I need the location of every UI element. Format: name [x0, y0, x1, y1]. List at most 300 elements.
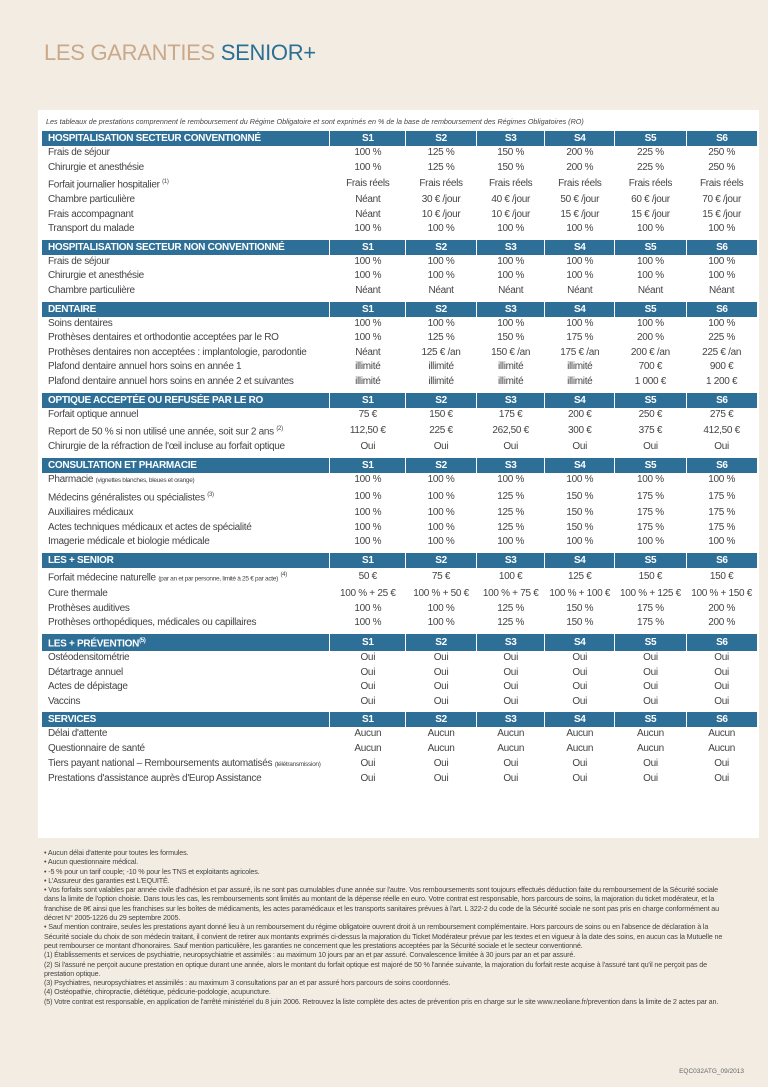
- row-label-text: Plafond dentaire annuel hors soins en année 1: [48, 361, 242, 373]
- column-header-s3: S3: [476, 634, 545, 651]
- column-header-s2: S2: [406, 458, 477, 473]
- cell-value: 125 %: [497, 617, 525, 629]
- row-label-text: Cure thermale: [48, 587, 108, 599]
- row-label: [42, 161, 330, 176]
- row-label-text: Frais accompagnant: [48, 208, 134, 220]
- row-label: [42, 360, 330, 375]
- column-header-s4: S4: [545, 302, 615, 317]
- cell-value: Aucun: [427, 728, 455, 740]
- cell-value: Oui: [503, 695, 518, 707]
- row-label-text: Report de 50 % si non utilisé une année, soit sur 2 ans: [48, 426, 274, 438]
- row-label-text: Prothèses dentaires et orthodontie acceptées par le RO: [48, 332, 279, 344]
- cell-value: 175 %: [566, 332, 594, 344]
- cell-value: 175 €: [498, 408, 523, 420]
- table-row: [42, 317, 757, 332]
- section-header: [42, 634, 757, 651]
- row-label: [42, 772, 330, 787]
- row-label-text: Actes de dépistage: [48, 681, 128, 693]
- column-header-s6: S6: [686, 458, 757, 473]
- table-row: [42, 360, 757, 375]
- row-label-text: Imagerie médicale et biologie médicale: [48, 536, 210, 548]
- cell-value: Frais réels: [699, 177, 744, 189]
- row-label-text: Forfait journalier hospitalier: [48, 179, 160, 191]
- cell-value: Oui: [433, 773, 449, 785]
- cell-value: 112,50 €: [349, 424, 386, 436]
- section-header: [42, 393, 757, 408]
- cell-value: 100 %: [354, 255, 382, 267]
- cell-value: 175 %: [637, 617, 664, 629]
- cell-value: Oui: [572, 758, 588, 770]
- footnote-item: (4) Ostéopathie, chiropractie, diététique, pédicurie-podologie, acupuncture.: [44, 987, 271, 997]
- column-header-s2: S2: [406, 302, 477, 317]
- cell-value: Oui: [572, 441, 588, 453]
- section-title: [42, 553, 330, 568]
- page-title-part1: LES GARANTIES: [44, 40, 221, 65]
- table-row: [42, 757, 757, 773]
- row-label: [42, 742, 330, 757]
- cell-value: Aucun: [497, 728, 525, 740]
- cell-value: 100 %: [354, 617, 382, 629]
- cell-value: 100 %: [708, 474, 736, 486]
- column-header-s5: S5: [615, 458, 687, 473]
- cell-value: Oui: [643, 695, 658, 707]
- cell-value: 300 €: [568, 424, 592, 436]
- table-row: [42, 193, 757, 208]
- row-label: [42, 146, 330, 161]
- cell-value: Aucun: [354, 743, 382, 755]
- cell-value: 100 %: [497, 536, 525, 548]
- column-header-s1: S1: [330, 458, 406, 473]
- cell-value: 125 € /an: [421, 346, 461, 358]
- row-label-text: Tiers payant national – Remboursements automatisés: [48, 757, 273, 769]
- cell-value: 150 %: [566, 521, 594, 533]
- table-row: [42, 680, 757, 695]
- section-header: [42, 131, 757, 146]
- cell-value: illimité: [497, 376, 524, 388]
- cell-value: Oui: [572, 652, 588, 664]
- row-label-footnote: (3): [207, 492, 214, 499]
- row-label: [42, 255, 330, 270]
- cell-value: 150 €: [709, 571, 734, 583]
- cell-value: 100 %: [427, 602, 455, 614]
- table-row: [42, 488, 757, 506]
- column-header-s5: S5: [615, 302, 687, 317]
- cell-value: Oui: [643, 758, 658, 770]
- cell-value: 70 € /jour: [702, 194, 741, 206]
- column-header-s5: S5: [615, 634, 687, 651]
- cell-value: 175 %: [637, 521, 664, 533]
- cell-value: Aucun: [497, 743, 525, 755]
- column-header-s2: S2: [406, 240, 477, 255]
- cell-value: 225 %: [637, 161, 664, 173]
- table-row: [42, 222, 757, 237]
- table-row: [42, 616, 757, 631]
- row-label: [42, 193, 330, 208]
- cell-value: illimité: [567, 361, 593, 373]
- row-label-text: Soins dentaires: [48, 317, 113, 329]
- section-title-text: DENTAIRE: [48, 303, 96, 315]
- section-title-text: CONSULTATION ET PHARMACIE: [48, 459, 197, 471]
- cell-value: Oui: [572, 695, 588, 707]
- row-label: [42, 175, 330, 193]
- cell-value: Aucun: [637, 743, 664, 755]
- cell-value: 100 %: [637, 474, 664, 486]
- cell-value: 700 €: [638, 361, 663, 373]
- cell-value: 175 %: [708, 491, 736, 502]
- cell-value: 125 €: [568, 571, 592, 583]
- row-label-text: Frais de séjour: [48, 147, 110, 158]
- row-label-text: Auxiliaires médicaux: [48, 507, 134, 519]
- column-header-s4: S4: [545, 131, 615, 146]
- cell-value: 125 %: [427, 332, 455, 344]
- cell-value: Néant: [567, 285, 593, 297]
- cell-value: illimité: [428, 376, 454, 388]
- cell-value: Frais réels: [628, 177, 673, 189]
- column-header-s4: S4: [545, 393, 615, 408]
- cell-value: 100 %: [354, 491, 382, 502]
- footnote-item: (2) Si l'assuré ne perçoit aucune prestation en optique durant une année, alors le montant du forfait optique est majoré de 50 % l'année suivante, la majoration du forfait reste acquise à l'assuré tant qu'il ne perçoit pas de prestation optique.: [44, 959, 707, 978]
- cell-value: 412,50 €: [703, 424, 740, 436]
- cell-value: 100 %: [566, 255, 594, 267]
- section-title: [42, 240, 330, 255]
- cell-value: 125 %: [427, 147, 455, 158]
- column-header-s2: S2: [406, 712, 477, 727]
- cell-value: Oui: [433, 681, 449, 693]
- section-header: [42, 553, 757, 568]
- row-label: [42, 375, 330, 390]
- cell-value: 150 %: [566, 602, 594, 614]
- cell-value: Néant: [355, 194, 381, 206]
- row-label: [42, 680, 330, 695]
- column-header-s6: S6: [686, 131, 757, 146]
- row-label-text: Prothèses auditives: [48, 602, 130, 614]
- row-label-text: Questionnaire de santé: [48, 743, 145, 755]
- cell-value: 100 %: [637, 223, 664, 235]
- column-header-s3: S3: [476, 131, 545, 146]
- cell-value: Oui: [714, 666, 729, 678]
- row-label-text: Délai d'attente: [48, 728, 108, 740]
- cell-value: 100 %: [427, 474, 455, 486]
- row-label: [42, 473, 330, 489]
- cell-value: 100 %: [427, 491, 455, 502]
- row-label: [42, 757, 330, 773]
- section-title: [42, 302, 330, 317]
- row-label-text: Plafond dentaire annuel hors soins en année 2 et suivantes: [48, 376, 294, 388]
- cell-value: 200 %: [708, 617, 736, 629]
- table-row: [42, 506, 757, 521]
- cell-value: 200 %: [708, 602, 736, 614]
- row-label-text: Forfait optique annuel: [48, 408, 139, 420]
- section-header: [42, 458, 757, 473]
- section-title-text: LES + PRÉVENTION: [48, 638, 140, 650]
- cell-value: 100 % + 50 €: [413, 587, 469, 599]
- row-label-text: Médecins généralistes ou spécialistes: [48, 492, 205, 504]
- cell-value: Oui: [503, 652, 518, 664]
- cell-value: 150 %: [497, 161, 525, 173]
- footnote-item: • Sauf mention contraire, seules les prestations ayant donné lieu à un remboursement du régime obligatoire ouvrent droit à un remboursement complémentaire. Hors parcours de soins ou en l'absence de déclaration à la Sécurité sociale du choix de son médecin traitant, il convient de retirer aux montants exprimés ci-dessus la majoration du Ticket Modérateur prévue par les textes et en vigueur à la date des soins, en aucun cas la Mutuelle ne peut rembourser ce montant d'honoraires. Sauf mention particulière, les garanties ne concernent que les prestations acceptées par la Sécurité sociale et le secteur conventionné.: [44, 922, 723, 950]
- row-label: [42, 269, 330, 284]
- column-header-s1: S1: [330, 302, 406, 317]
- row-label: [42, 422, 330, 440]
- document-reference: EQC032ATG_09/2013: [679, 1068, 744, 1075]
- table-row: [42, 602, 757, 617]
- cell-value: Aucun: [566, 728, 594, 740]
- cell-value: Oui: [643, 441, 658, 453]
- cell-value: Oui: [643, 666, 658, 678]
- column-header-s6: S6: [686, 240, 757, 255]
- cell-value: 100 %: [354, 602, 382, 614]
- table-row: [42, 269, 757, 284]
- column-header-s4: S4: [545, 240, 615, 255]
- cell-value: 100 %: [354, 147, 382, 158]
- cell-value: Aucun: [566, 743, 594, 755]
- cell-value: 150 %: [566, 491, 594, 502]
- section-title-text: OPTIQUE ACCEPTÉE OU REFUSÉE PAR LE RO: [48, 394, 264, 406]
- intro-text: Les tableaux de prestations comprennent le remboursement du Régime Obligatoire et sont exprimés en % de la base de remboursement des Régimes Obligatoires (RO): [46, 117, 584, 126]
- row-label-text: Prothèses orthopédiques, médicales ou capillaires: [48, 617, 257, 629]
- cell-value: 275 €: [709, 408, 734, 420]
- cell-value: Aucun: [354, 728, 382, 740]
- cell-value: Néant: [709, 285, 735, 297]
- cell-value: Oui: [503, 681, 518, 693]
- table-row: [42, 255, 757, 270]
- cell-value: 100 %: [354, 161, 382, 173]
- cell-value: Néant: [355, 346, 381, 358]
- cell-value: 150 %: [566, 507, 594, 519]
- table-row: [42, 666, 757, 681]
- cell-value: 15 € /jour: [560, 208, 600, 220]
- cell-value: 150 %: [566, 617, 594, 629]
- cell-value: 100 %: [354, 507, 382, 519]
- cell-value: illimité: [567, 376, 593, 388]
- cell-value: 1 000 €: [634, 376, 667, 388]
- column-header-s2: S2: [406, 131, 477, 146]
- section-title: [42, 712, 330, 727]
- cell-value: Frais réels: [558, 177, 602, 189]
- column-header-s3: S3: [476, 553, 545, 568]
- cell-value: 200 €: [568, 408, 592, 420]
- cell-value: 100 %: [566, 317, 594, 329]
- column-header-s2: S2: [406, 634, 477, 651]
- footnote-item: (3) Psychiatres, neuropsychiatres et assimilés : au maximum 3 consultations par an et par assuré hors parcours de soins coordonnés.: [44, 978, 451, 988]
- footnote-item: • Aucun délai d'attente pour toutes les formules.: [44, 848, 189, 857]
- cell-value: 175 %: [708, 507, 736, 519]
- row-label-footnote: (2): [276, 426, 283, 433]
- cell-value: Frais réels: [488, 177, 533, 189]
- table-row: [42, 161, 757, 176]
- row-label: [42, 535, 330, 550]
- cell-value: Oui: [572, 681, 588, 693]
- cell-value: 150 €: [638, 571, 663, 583]
- cell-value: Oui: [433, 441, 449, 453]
- column-header-s2: S2: [406, 393, 477, 408]
- column-header-s1: S1: [330, 712, 406, 727]
- table-row: [42, 651, 757, 666]
- cell-value: 200 %: [566, 161, 594, 173]
- row-label: [42, 568, 330, 587]
- cell-value: 100 %: [566, 536, 594, 548]
- column-header-s3: S3: [476, 240, 545, 255]
- row-label-text: Ostéodensitométrie: [48, 652, 130, 664]
- cell-value: 100 %: [354, 521, 382, 533]
- cell-value: Oui: [503, 758, 518, 770]
- cell-value: 100 %: [427, 270, 455, 282]
- cell-value: Oui: [360, 441, 376, 453]
- row-label-text: Chirurgie et anesthésie: [48, 270, 144, 282]
- row-label-text: Chirurgie de la réfraction de l'œil incluse au forfait optique: [48, 441, 285, 453]
- column-header-s6: S6: [686, 393, 757, 408]
- row-label: [42, 616, 330, 631]
- row-label: [42, 666, 330, 681]
- cell-value: 250 €: [638, 408, 663, 420]
- section-title: [42, 634, 330, 651]
- section-title-text: SERVICES: [48, 714, 96, 726]
- cell-value: Néant: [498, 285, 524, 297]
- cell-value: 100 %: [427, 255, 455, 267]
- cell-value: 175 %: [708, 521, 736, 533]
- cell-value: 1 200 €: [706, 376, 738, 388]
- cell-value: Aucun: [708, 743, 736, 755]
- cell-value: 100 %: [354, 474, 382, 486]
- cell-value: Oui: [714, 652, 729, 664]
- row-label: [42, 284, 330, 299]
- table-row: [42, 695, 757, 710]
- row-label-text: Chambre particulière: [48, 285, 135, 297]
- cell-value: 150 %: [497, 147, 525, 158]
- column-header-s5: S5: [615, 393, 687, 408]
- column-header-s3: S3: [476, 458, 545, 473]
- column-header-s1: S1: [330, 393, 406, 408]
- cell-value: 100 %: [497, 317, 525, 329]
- cell-value: 125 %: [497, 521, 525, 533]
- cell-value: Oui: [503, 666, 518, 678]
- row-label-text: Détartrage annuel: [48, 666, 123, 678]
- footnote-item: • Vos forfaits sont valables par année civile d'adhésion et par assuré, ils ne sont pas cumulables d'une année sur l'autre. Vos remboursements sont toujours effectués déduction faite du remboursement de la Sécurité sociale dans la limite de l'option choisie. Dans tous les cas, les remboursements sont limités au montant de la dépense réelle en euro. Votre contrat est responsable, hors parcours de soins, la majoration du ticket modérateur, et la franchise de 8€ ainsi que les franchises sur les boîtes de médicaments, les actes paramédicaux et les transports sanitaires prévues à l'art. L 322-2 du code de la Sécurité sociale ne sont pas pris en charge conformément au décret N° 2005-1226 du 29 septembre 2005.: [44, 885, 719, 923]
- section-title: [42, 458, 330, 473]
- cell-value: Aucun: [427, 743, 455, 755]
- cell-value: Oui: [714, 441, 729, 453]
- row-label: [42, 346, 330, 361]
- column-header-s3: S3: [476, 712, 545, 727]
- cell-value: 100 % + 25 €: [339, 587, 396, 599]
- table-row: [42, 535, 757, 550]
- cell-value: Oui: [433, 652, 449, 664]
- cell-value: 100 %: [354, 223, 382, 235]
- cell-value: Oui: [433, 695, 449, 707]
- cell-value: 150 € /an: [491, 346, 531, 358]
- cell-value: 225 € /an: [702, 346, 742, 358]
- table-row: [42, 408, 757, 423]
- row-label: [42, 408, 330, 423]
- section-title-text: HOSPITALISATION SECTEUR CONVENTIONNÉ: [48, 133, 261, 144]
- cell-value: Oui: [360, 652, 376, 664]
- section-title: [42, 393, 330, 408]
- cell-value: Oui: [643, 773, 658, 785]
- table-row: [42, 284, 757, 299]
- cell-value: Néant: [428, 285, 454, 297]
- cell-value: 100 % + 100 €: [549, 587, 611, 599]
- row-label: [42, 695, 330, 710]
- row-label: [42, 727, 330, 742]
- cell-value: 75 €: [431, 571, 451, 583]
- cell-value: 125 %: [497, 507, 525, 519]
- guarantees-table: [42, 131, 757, 787]
- cell-value: 100 %: [427, 617, 455, 629]
- cell-value: 15 € /jour: [631, 208, 670, 220]
- cell-value: 50 €: [358, 571, 377, 583]
- section-header: [42, 302, 757, 317]
- table-row: [42, 440, 757, 455]
- cell-value: 100 %: [427, 317, 455, 329]
- cell-value: 10 € /jour: [491, 208, 531, 220]
- cell-value: Aucun: [637, 728, 664, 740]
- row-label-text: Chambre particulière: [48, 194, 135, 206]
- cell-value: 10 € /jour: [421, 208, 461, 220]
- table-row: [42, 208, 757, 223]
- cell-value: Oui: [360, 695, 376, 707]
- cell-value: 100 %: [637, 255, 664, 267]
- cell-value: 100 %: [708, 223, 736, 235]
- cell-value: Néant: [355, 285, 381, 297]
- footnote-item: • Aucun questionnaire médical.: [44, 857, 138, 867]
- cell-value: 175 %: [637, 602, 664, 614]
- cell-value: 100 %: [497, 255, 525, 267]
- cell-value: Oui: [714, 773, 729, 785]
- row-label-text: Vaccins: [48, 695, 81, 707]
- cell-value: 150 €: [429, 408, 453, 420]
- table-row: [42, 422, 757, 440]
- cell-value: 30 € /jour: [421, 194, 461, 206]
- cell-value: 175 %: [637, 507, 664, 519]
- cell-value: 100 %: [354, 270, 382, 282]
- column-header-s4: S4: [545, 458, 615, 473]
- cell-value: 200 € /an: [630, 346, 670, 358]
- row-label-footnote: (4): [280, 572, 287, 579]
- row-label-text: Actes techniques médicaux et actes de spécialité: [48, 521, 252, 533]
- column-header-s5: S5: [615, 131, 687, 146]
- cell-value: Oui: [433, 666, 449, 678]
- row-label: [42, 488, 330, 506]
- column-header-s6: S6: [686, 712, 757, 727]
- row-label: [42, 317, 330, 332]
- cell-value: 100 €: [498, 571, 523, 583]
- row-label-text: Prothèses dentaires non acceptées : implantologie, parodontie: [48, 346, 307, 358]
- cell-value: 262,50 €: [492, 424, 529, 436]
- cell-value: 100 %: [354, 332, 382, 344]
- column-header-s3: S3: [476, 393, 545, 408]
- column-header-s1: S1: [330, 240, 406, 255]
- cell-value: 100 %: [427, 507, 455, 519]
- cell-value: Oui: [360, 758, 376, 770]
- footnote-item: (1) Établissements et services de psychiatrie, neuropsychiatrie et assimilés : au maximum 10 jours par an et par assuré. Convalescence limitée à 30 jours par an et par assuré.: [44, 950, 576, 960]
- column-header-s3: S3: [476, 302, 545, 317]
- column-header-s2: S2: [406, 553, 477, 568]
- row-label: [42, 651, 330, 666]
- cell-value: 375 €: [638, 424, 663, 436]
- table-row: [42, 772, 757, 787]
- table-row: [42, 568, 757, 587]
- cell-value: 125 %: [497, 491, 525, 502]
- cell-value: 225 %: [637, 147, 664, 158]
- cell-value: illimité: [428, 361, 454, 373]
- row-label-detail: (par an et par personne, limité à 25 € par acte): [158, 575, 278, 583]
- footnote-item: (5) Votre contrat est responsable, en application de l'arrêté ministériel du 8 juin 2006. Retrouvez la liste complète des actes de prévention pris en charge sur le site www.neoliane.fr/prevention dans la limite de 2 actes par an.: [44, 996, 719, 1006]
- row-label-text: Forfait médecine naturelle: [48, 572, 156, 584]
- cell-value: 15 € /jour: [702, 208, 741, 220]
- table-row: [42, 346, 757, 361]
- section-title-text: LES + SENIOR: [48, 555, 114, 567]
- cell-value: Oui: [572, 773, 588, 785]
